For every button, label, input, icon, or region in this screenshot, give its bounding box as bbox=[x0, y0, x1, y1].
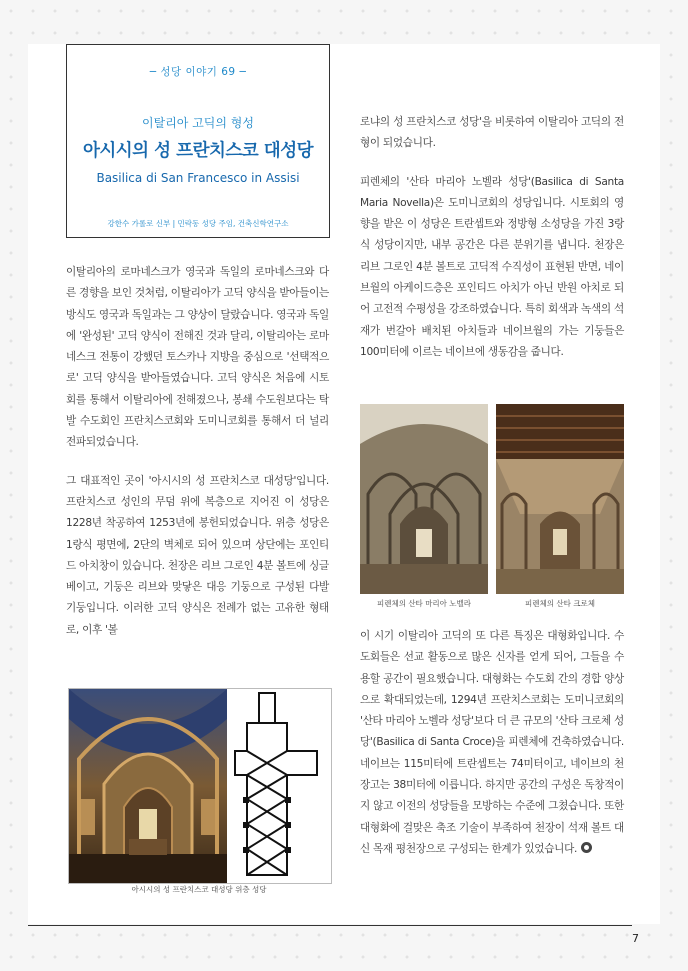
paragraph: 피렌체의 '산타 마리아 노벨라 성당'(Basilica di Santa Maria Novella)은 도미니코회의 성당입니다. 시토회의 영향을 받은 이 성당은 트란셉트와 정방형 소성당을 가진 3랑식 성당이지만, 내부 공간은 다른 분위기를 냅니다. 천장은 리브 그로인 4분 볼트로 고딕적 수직성이 표현된 반면, 네이브월의 아케이드층은 포인티드 아치가 아닌 반원 아치로 되어 고전적 수평성을 강조하였습니다. 특히 회색과 녹색의 석재가 번갈아 배치된 아치들과 네이브월의 가는 기둥들은 100미터에 이르는 네이브에 생동감을 줍니다. bbox=[360, 175, 624, 358]
caption-novella: 피렌체의 산타 마리아 노벨라 bbox=[376, 599, 472, 608]
left-column bbox=[66, 262, 329, 658]
croce-photo bbox=[496, 404, 624, 594]
title-box bbox=[66, 44, 330, 238]
right-column-top bbox=[360, 112, 624, 380]
page-number: 7 bbox=[632, 932, 639, 945]
caption-assisi: 아시시의 성 프란치스코 대성당 위층 성당 bbox=[131, 885, 267, 894]
paragraph: 이탈리아의 로마네스크가 영국과 독일의 로마네스크와 다른 경향을 보인 것처럼, 이탈리아가 고딕 양식을 받아들이는 방식도 영국과 독일과는 그 양상이 달랐습니다. 영국과 독일에 '완성된' 고딕 양식이 전해진 것과 달리, 이탈리아는 로마네스크 전통이 강했던 토스카나 지방을 중심으로 '선택적으로' 고딕 양식을 받아들였습니다. 고딕 양식은 처음에 시토회를 통해서 이탈리아에 전해졌으나, 봉쇄 수도원보다는 탁발 수도회인 프란치스코회와 도미니코회를 통해서 더 널리 전파되었습니다. bbox=[66, 266, 329, 449]
article-title: 아시시의 성 프란치스코 대성당 bbox=[82, 141, 314, 161]
end-mark-icon bbox=[581, 842, 592, 853]
article-subtitle: 이탈리아 고딕의 형성 bbox=[142, 116, 254, 130]
paragraph-text: 이 시기 이탈리아 고딕의 또 다른 특징은 대형화입니다. 수도회들은 선교 활동으로 많은 신자를 얻게 되어, 그들을 수용할 공간이 필요했습니다. 대형화는 수도회 간의 경합 양상으로 확대되었는데, 1294년 프란치스코회는 도미니코회의 '산타 마리아 노벨라 성당'보다 더 큰 규모의 '산타 크로체 성당'(Basilica di Santa Croce)을 피렌체에 건축하였습니다. 네이브는 115미터에 트란셉트는 74미터이고, 네이브의 천장고는 38미터에 이릅니다. 하지만 공간의 구성은 독창적이지 않고 이전의 성당들을 모방하는 수준에 그쳤습니다. 또한 대형화에 걸맞은 축조 기술이 부족하여 천장이 석재 볼트 대신 목재 평천장으로 구성되는 한계가 있었습니다. bbox=[360, 630, 624, 855]
paragraph bbox=[360, 626, 624, 860]
article-title-latin: Basilica di San Francesco in Assisi bbox=[96, 171, 300, 185]
assisi-interior-photo bbox=[69, 689, 331, 883]
paragraph: 그 대표적인 곳이 '아시시의 성 프란치스코 대성당'입니다. 프란치스코 성인의 무덤 위에 복층으로 지어진 이 성당은 1228년 착공하여 1253년에 봉헌되었습니다. 위층 성당은 1랑식 평면에, 2단의 벽체로 되어 있으며 상단에는 포인티드 아치창이 있습니다. 천장은 리브 그로인 4분 볼트에 싱글 베이고, 기둥은 리브와 맞닿은 대응 기둥으로 구성된 다발 기둥입니다. 이러한 고딕 양식은 전례가 없는 고유한 형태로, 이후 '볼 bbox=[66, 474, 329, 636]
footer-rule bbox=[28, 925, 632, 926]
series-label: ─ 성당 이야기 69 ─ bbox=[149, 66, 247, 78]
assisi-figure bbox=[68, 688, 332, 884]
paragraph: 로냐의 성 프란치스코 성당'을 비롯하여 이탈리아 고딕의 전형이 되었습니다. bbox=[360, 116, 624, 150]
novella-photo bbox=[360, 404, 488, 594]
right-column-bottom bbox=[360, 626, 624, 877]
author-line: 강한수 가롤로 신부 | 민락동 성당 주임, 건축신학연구소 bbox=[107, 219, 289, 228]
caption-croce: 피렌체의 산타 크로체 bbox=[525, 599, 595, 608]
